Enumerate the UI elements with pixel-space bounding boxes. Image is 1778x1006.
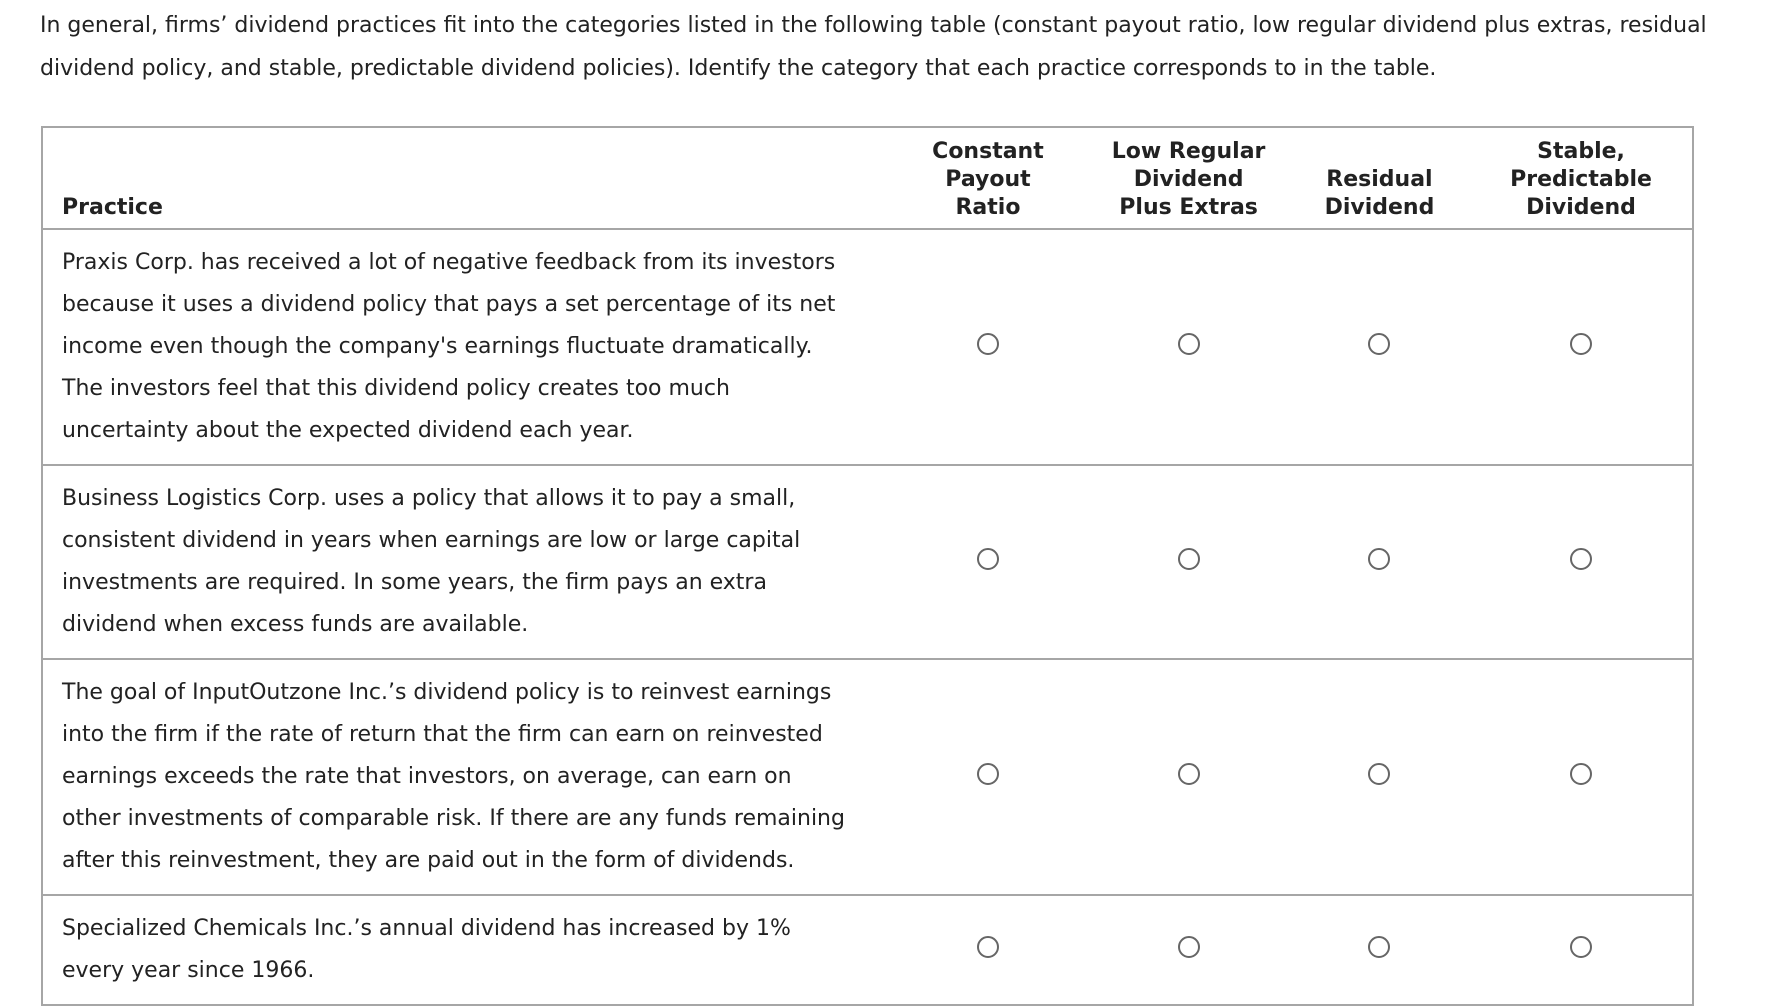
radio-residual-dividend[interactable]: [1368, 548, 1390, 570]
radio-constant-payout-ratio[interactable]: [977, 333, 999, 355]
header-line: Ratio: [955, 195, 1021, 220]
header-line: Predictable: [1510, 167, 1652, 192]
header-constant-payout-ratio: [888, 127, 1089, 229]
radio-stable-predictable-dividend[interactable]: [1570, 548, 1592, 570]
header-line: Constant: [932, 139, 1044, 164]
practice-text: Specialized Chemicals Inc.’s annual dividend has increased by 1% every year since 1966.: [42, 895, 888, 1005]
radio-constant-payout-ratio[interactable]: [977, 936, 999, 958]
radio-residual-dividend[interactable]: [1368, 763, 1390, 785]
practice-text: Praxis Corp. has received a lot of negative feedback from its investors because it uses a dividend policy that pays a set percentage of its net income even though the company's earnings fluctuate dramatically. The investors feel that this dividend policy creates too much uncertainty about the expected dividend each year.: [42, 229, 888, 465]
header-line: Payout: [945, 167, 1031, 192]
table-row: [42, 895, 1693, 1005]
header-line: Dividend: [1133, 167, 1244, 192]
table-row: [42, 229, 1693, 465]
radio-stable-predictable-dividend[interactable]: [1570, 936, 1592, 958]
radio-residual-dividend[interactable]: [1368, 936, 1390, 958]
practice-text: The goal of InputOutzone Inc.’s dividend policy is to reinvest earnings into the firm if the rate of return that the firm can earn on reinvested earnings exceeds the rate that investors, on average, can earn on other investments of comparable risk. If there are any funds remaining after this reinvestment, they are paid out in the form of dividends.: [42, 659, 888, 895]
header-practice: Practice: [42, 127, 888, 229]
header-line: Dividend: [1324, 195, 1435, 220]
table-header-row: [42, 127, 1693, 229]
header-line: Stable,: [1537, 139, 1625, 164]
practice-text: Business Logistics Corp. uses a policy that allows it to pay a small, consistent dividend in years when earnings are low or large capital investments are required. In some years, the firm pays an extra dividend when excess funds are available.: [42, 465, 888, 659]
table-row: [42, 465, 1693, 659]
radio-low-regular-dividend-plus-extras[interactable]: [1178, 333, 1200, 355]
radio-stable-predictable-dividend[interactable]: [1570, 763, 1592, 785]
header-line: Plus Extras: [1119, 195, 1258, 220]
radio-low-regular-dividend-plus-extras[interactable]: [1178, 763, 1200, 785]
radio-low-regular-dividend-plus-extras[interactable]: [1178, 548, 1200, 570]
radio-stable-predictable-dividend[interactable]: [1570, 333, 1592, 355]
header-line: Low Regular: [1111, 139, 1266, 164]
header-low-regular-dividend-plus-extras: [1088, 127, 1289, 229]
header-stable-predictable-dividend: [1470, 127, 1693, 229]
dividend-practice-table: [41, 126, 1694, 1006]
table-row: [42, 659, 1693, 895]
radio-constant-payout-ratio[interactable]: [977, 763, 999, 785]
header-residual-dividend: [1289, 127, 1470, 229]
radio-residual-dividend[interactable]: [1368, 333, 1390, 355]
radio-low-regular-dividend-plus-extras[interactable]: [1178, 936, 1200, 958]
radio-constant-payout-ratio[interactable]: [977, 548, 999, 570]
header-line: Residual: [1326, 167, 1433, 192]
instructions-text: In general, firms’ dividend practices fit into the categories listed in the following table (constant payout ratio, low regular dividend plus extras, residual dividend policy, and stable, predictable dividend policies). Identify the category that each practice corresponds to in the table.: [40, 13, 1707, 81]
header-line: Dividend: [1526, 195, 1636, 220]
